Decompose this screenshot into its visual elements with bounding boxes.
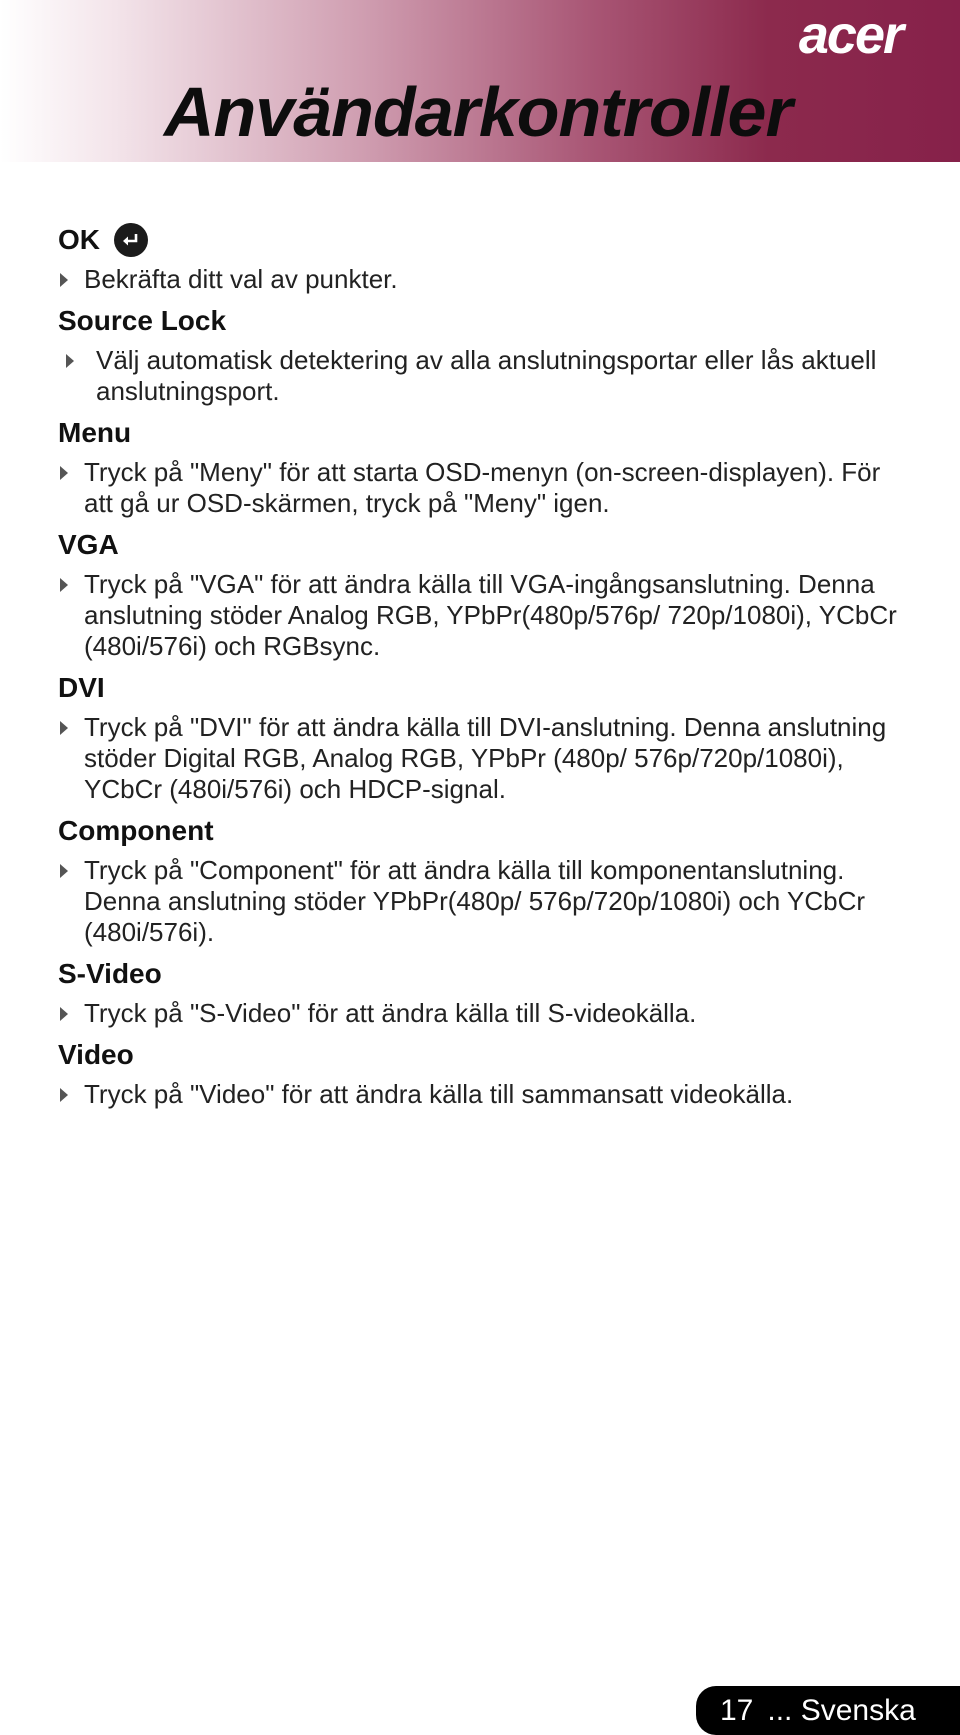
bullet-text: Tryck på "Component" för att ändra källa till komponentanslutning. Denna anslutning stöder YPbPr(480p/ 576p/720p/1080i) och YCbCr (480i/576i).	[84, 855, 866, 947]
bullet-arrow-icon	[60, 578, 68, 592]
bullet-arrow-icon	[60, 721, 68, 735]
bullet-text: Välj automatisk detektering av alla anslutningsportar eller lås aktuell anslutningsport.	[96, 345, 877, 406]
section-heading-component: Component	[58, 815, 214, 846]
bullet-arrow-icon	[60, 864, 68, 878]
section-heading-video: Video	[58, 1039, 134, 1070]
section-text-menu	[58, 457, 898, 519]
section-heading-vga: VGA	[58, 529, 119, 560]
bullet-arrow-icon	[60, 1088, 68, 1102]
bullet-arrow-icon	[66, 354, 74, 368]
page-header	[0, 0, 960, 162]
section-text-video	[58, 1079, 898, 1110]
bullet-text: Tryck på "DVI" för att ändra källa till DVI-anslutning. Denna anslutning stöder Digital RGB, Analog RGB, YPbPr (480p/ 576p/720p/1080i), YCbCr (480i/576i) och HDCP-signal.	[84, 712, 887, 804]
section-heading-source-lock: Source Lock	[58, 305, 227, 336]
page-footer	[696, 1686, 960, 1735]
bullet-arrow-icon	[60, 466, 68, 480]
page-title: Användarkontroller	[164, 73, 792, 151]
section-text-ok	[58, 264, 898, 295]
bullet-text: Tryck på "VGA" för att ändra källa till VGA-ingångsanslutning. Denna anslutning stöder Analog RGB, YPbPr(480p/576p/ 720p/1080i), YCbCr (480i/576i) och RGBsync.	[84, 569, 897, 661]
section-heading-label: OK	[58, 224, 100, 255]
bullet-text: Bekräfta ditt val av punkter.	[84, 264, 398, 294]
section-text-dvi	[58, 712, 898, 805]
section-heading-s-video: S-Video	[58, 958, 162, 989]
section-text-component	[58, 855, 898, 948]
bullet-text: Tryck på "Meny" för att starta OSD-menyn (on-screen-displayen). För att gå ur OSD-skärmen, tryck på "Meny" igen.	[84, 457, 881, 518]
bullet-text: Tryck på "S-Video" för att ändra källa till S-videokälla.	[84, 998, 697, 1028]
bullet-text: Tryck på "Video" för att ändra källa till sammansatt videokälla.	[84, 1079, 794, 1109]
enter-icon	[114, 223, 148, 257]
section-heading-ok	[58, 222, 898, 258]
section-text-s-video	[58, 998, 898, 1029]
footer-language: ... Svenska	[767, 1693, 916, 1727]
bullet-arrow-icon	[60, 273, 68, 287]
bullet-arrow-icon	[60, 1007, 68, 1021]
section-text-source-lock	[58, 345, 898, 407]
section-text-vga	[58, 569, 898, 662]
page-number: 17	[720, 1693, 754, 1727]
content	[58, 222, 898, 1118]
acer-logo: acer	[798, 5, 902, 65]
section-heading-menu: Menu	[58, 417, 132, 448]
section-heading-dvi: DVI	[58, 672, 105, 703]
